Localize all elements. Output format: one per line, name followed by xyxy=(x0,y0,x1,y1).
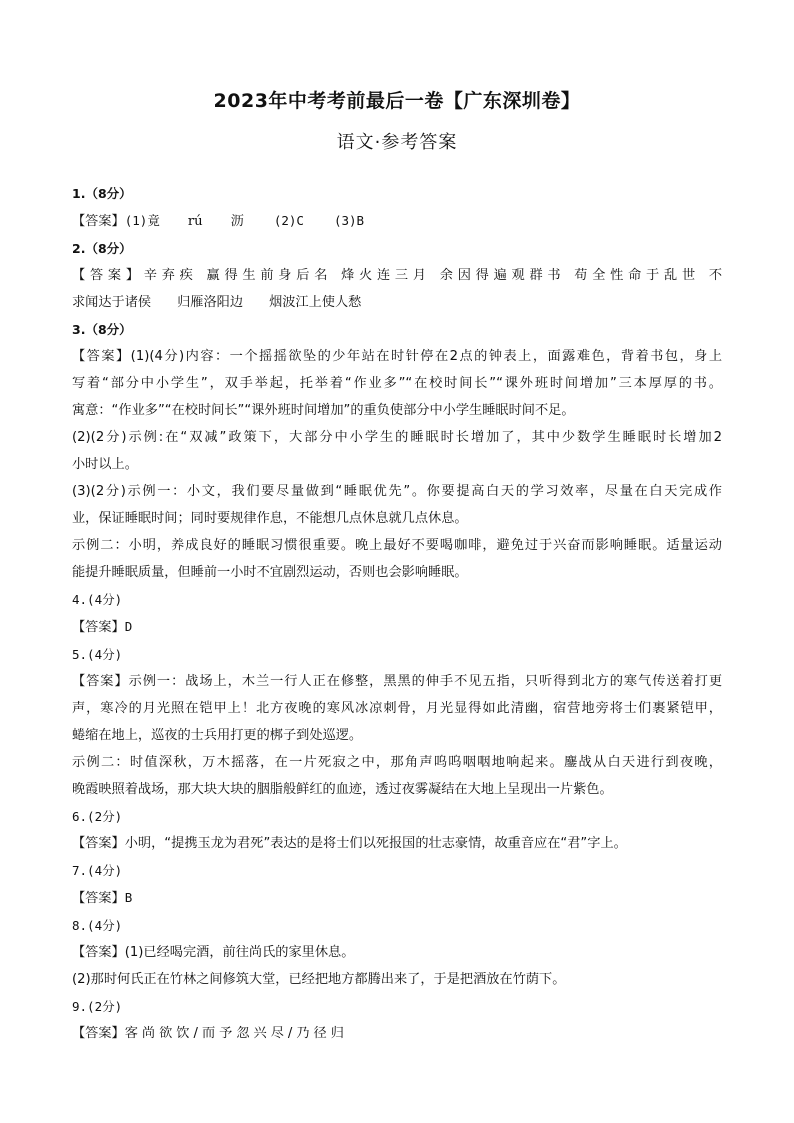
q5-line-1 xyxy=(72,668,722,695)
question-9-answer xyxy=(72,1020,722,1047)
q8-line-2: (2)那时何氏正在竹林之间修筑大堂，已经把地方都腾出来了，于是把酒放在竹荫下。 xyxy=(72,972,566,987)
q1-part2: (2)C xyxy=(273,213,304,228)
question-1-answer xyxy=(72,207,722,235)
q6-text: 小明，“提携玉龙为君死”表达的是将士们以死报国的壮志豪情，故重音应在“君”字上。 xyxy=(124,836,627,851)
q1-char: 沥 xyxy=(230,214,244,229)
q2-item: 烽火连三月 xyxy=(341,268,431,283)
q3-line-4: (2)(2分)示例:在“双减”政策下，大部分中小学生的睡眠时长增加了，其中少数学生睡眠时长增加2 xyxy=(72,430,722,445)
question-2-answer-line-2 xyxy=(72,289,722,316)
answer-body xyxy=(72,180,722,1047)
question-1-heading: 1.（8分） xyxy=(72,186,132,201)
q1-pinyin: rú xyxy=(187,214,203,229)
question-8-heading: 8.(4分) xyxy=(72,918,123,933)
q3-line-6: (3)(2分)示例一：小文，我们要尽量做到“睡眠优先”。你要提高白天的学习效率，尽量在白天完成作 xyxy=(72,484,722,499)
question-5-heading: 5.(4分) xyxy=(72,647,123,662)
q3-line-7: 业，保证睡眠时间；同时要规律作息，不能想几点休息就几点休息。 xyxy=(72,511,468,526)
q3-text: (1)(4分)内容：一个摇摇欲坠的少年站在时针停在2点的钟表上，面露难色，背着书包，身上 xyxy=(130,349,722,364)
question-3-heading: 3.（8分） xyxy=(72,322,132,337)
question-6-answer xyxy=(72,830,722,857)
q5-text: 示例一：战场上，木兰一行人正在修整，黑黑的伸手不见五指，只听得到北方的寒气传送着打更 xyxy=(128,674,722,689)
q2-item: 苟全性命于乱世 xyxy=(574,268,700,283)
answer-label: 【答案】 xyxy=(72,1026,125,1041)
question-6-heading: 6.(2分) xyxy=(72,809,123,824)
q5-line-2: 声，寒冷的月光照在铠甲上！北方夜晚的寒风冰凉刺骨，月光显得如此清幽，宿营地旁将士们裹紧铠甲， xyxy=(72,701,722,716)
answer-label: 【答案】 xyxy=(72,891,125,906)
q2-item: 不 xyxy=(708,268,722,283)
question-4-answer xyxy=(72,613,722,641)
q8-line-1 xyxy=(72,939,722,966)
q1-part3: (3)B xyxy=(333,213,365,228)
answer-label: 【答案】 xyxy=(72,620,125,635)
q7-answer-value: B xyxy=(124,890,133,905)
answer-label: 【答案】 xyxy=(72,268,144,283)
q3-line-1 xyxy=(72,343,722,370)
q4-answer-value: D xyxy=(124,619,133,634)
question-7-answer xyxy=(72,884,722,912)
q5-line-3: 蜷缩在地上，巡夜的士兵用打更的梆子到处巡逻。 xyxy=(72,728,363,743)
q2-item: 烟波江上使人愁 xyxy=(269,295,362,310)
question-2-answer-line-1 xyxy=(72,262,722,289)
q3-line-3: 寓意：“作业多”“在校时间长”“课外班时间增加”的重负使部分中小学生睡眠时间不足。 xyxy=(72,403,575,418)
q3-line-8: 示例二：小明，养成良好的睡眠习惯很重要。晚上最好不要喝咖啡，避免过于兴奋而影响睡眠。适量运动 xyxy=(72,538,722,553)
answer-label: 【答案】 xyxy=(72,945,125,960)
q9-text: 客尚欲饮/而予忽兴尽/乃径归 xyxy=(124,1026,348,1041)
answer-label: 【答案】 xyxy=(72,214,125,229)
q2-item: 余因得遍观群书 xyxy=(439,268,566,283)
question-4-heading: 4.(4分) xyxy=(72,592,123,607)
page-title: 2023年中考考前最后一卷【广东深圳卷】 xyxy=(213,90,581,112)
q2-item: 求闻达于诸侯 xyxy=(72,295,152,310)
page-subtitle: 语文·参考答案 xyxy=(336,132,458,153)
q5-line-4: 示例二：时值深秋，万木摇落，在一片死寂之中，那角声呜呜咽咽地响起来。鏖战从白天进行到夜晚， xyxy=(72,755,722,770)
q2-item: 归雁洛阳边 xyxy=(177,295,244,310)
answer-label: 【答案】 xyxy=(72,674,129,689)
q2-item: 赢得生前身后名 xyxy=(206,268,333,283)
q3-line-9: 能提升睡眠质量，但睡前一小时不宜剧烈运动，否则也会影响睡眠。 xyxy=(72,565,468,580)
question-7-heading: 7.(4分) xyxy=(72,863,123,878)
q5-line-5: 晚霞映照着战场，那大块大块的胭脂般鲜红的血迹，透过夜雾凝结在大地上呈现出一片紫色。 xyxy=(72,782,613,797)
question-2-heading: 2.（8分） xyxy=(72,241,132,256)
q3-line-2: 写着“部分中小学生”，双手举起，托举着“作业多”“在校时间长”“课外班时间增加”三本厚厚的书。 xyxy=(72,376,722,391)
answer-label: 【答案】 xyxy=(72,349,131,364)
q8-text: (1)已经喝完酒，前往尚氏的家里休息。 xyxy=(124,945,355,960)
question-9-heading: 9.(2分) xyxy=(72,999,123,1014)
q1-part1: (1)竟 xyxy=(124,213,160,228)
q2-item: 辛弃疾 xyxy=(143,268,198,283)
q3-line-5: 小时以上。 xyxy=(72,457,138,472)
answer-label: 【答案】 xyxy=(72,836,125,851)
